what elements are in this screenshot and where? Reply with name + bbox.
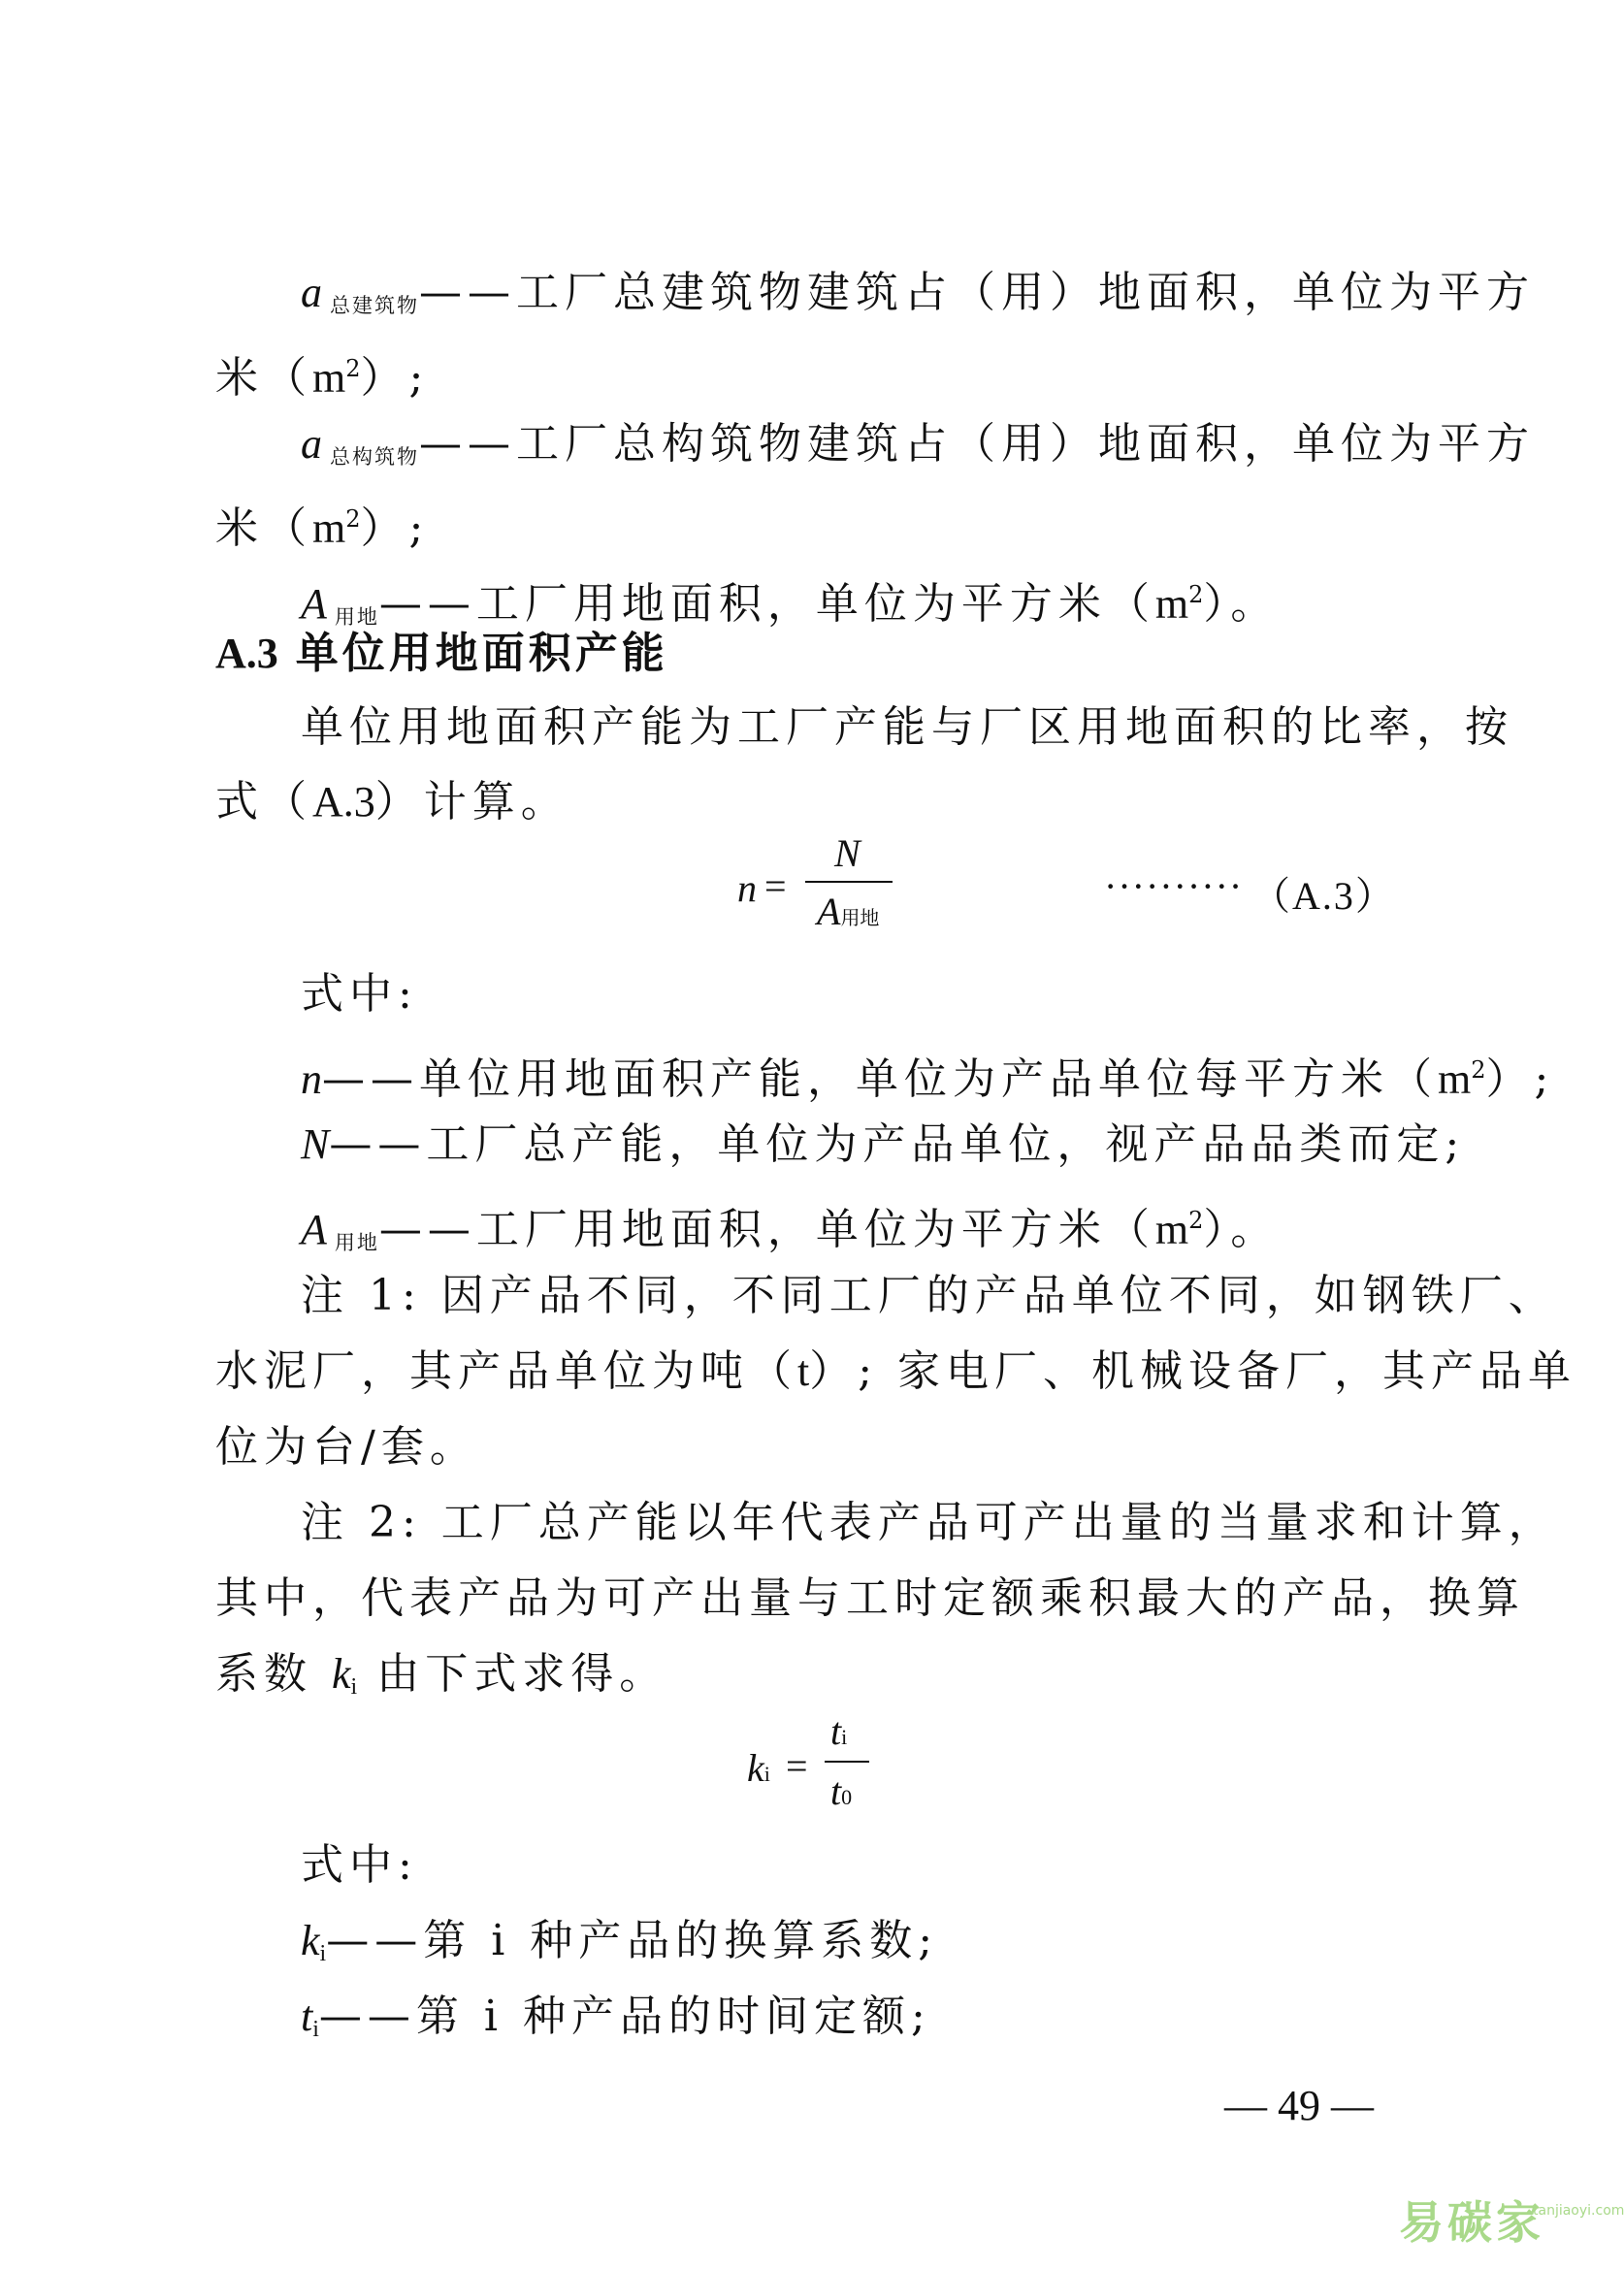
text: ）。: [1203, 579, 1280, 629]
def-t: [301, 1988, 931, 2058]
note2-line-1: 注 2: 工厂总产能以年代表产品可产出量的当量求和计算，: [301, 1498, 1557, 1547]
fraction-bar: [805, 881, 893, 883]
symbol: k: [332, 1650, 351, 1698]
superscript: 2: [345, 505, 361, 533]
section-heading: [215, 625, 668, 683]
where-label-1: 式中:: [301, 969, 418, 1019]
lhs-subscript: i: [763, 1762, 770, 1786]
def-k: [301, 1912, 938, 1983]
watermark-url: tanjiaoyi.com: [1533, 2203, 1624, 2219]
denominator-symbol: t: [830, 1769, 842, 1813]
unit: m: [1154, 580, 1189, 628]
text: ）;: [360, 353, 430, 403]
note2-line-3: [215, 1645, 667, 1716]
definition-text: ——工厂总建筑物建筑占（用）地面积，单位为平方: [419, 268, 1535, 317]
note2-line-2: 其中，代表产品为可产出量与工时定额乘积最大的产品，换算: [215, 1573, 1525, 1623]
text: ）;: [1485, 1054, 1555, 1104]
definition-text: ——单位用地面积产能，单位为产品单位每平方米（: [322, 1054, 1438, 1104]
def-a-total-building-cont: [215, 340, 429, 407]
formula-a3: [737, 831, 893, 941]
subscript: 总构筑物: [330, 445, 419, 469]
subscript: i: [319, 1941, 327, 1966]
formula-dots: ··········: [1104, 864, 1244, 908]
symbol: N: [301, 1120, 330, 1168]
def-a-total-structure-cont: [215, 490, 429, 558]
text: 米（: [215, 353, 312, 403]
subscript: 用地: [334, 1231, 379, 1254]
unit: m: [312, 504, 346, 552]
superscript: 2: [345, 355, 361, 382]
where-label-2: 式中:: [301, 1840, 418, 1890]
symbol: t: [301, 1993, 313, 2040]
def-N: [301, 1116, 1465, 1174]
fraction-bar: [825, 1761, 869, 1763]
definition-text: ——工厂用地面积，单位为平方米（: [378, 579, 1155, 629]
text: ）; 家电厂、机械设备厂，其产品单: [809, 1346, 1577, 1396]
superscript: 2: [1188, 1207, 1204, 1234]
text: ）。: [1203, 1205, 1280, 1254]
definition-text: ——工厂总构筑物建筑占（用）地面积，单位为平方: [419, 419, 1535, 469]
formula-eq: =: [764, 864, 787, 908]
subscript: 总建筑物: [330, 294, 419, 317]
denominator-symbol: A: [817, 890, 841, 933]
def-n: [301, 1041, 1554, 1109]
definition-text: ——第 i 种产品的时间定额;: [318, 1992, 931, 2041]
numerator-subscript: i: [841, 1725, 848, 1749]
text: 米（: [215, 503, 312, 553]
watermark-logo: [1399, 2188, 1624, 2252]
subscript: i: [312, 2017, 319, 2042]
text: 式（: [215, 777, 312, 827]
formula-lhs: n: [737, 866, 757, 910]
formula-k: [747, 1709, 883, 1819]
lhs-symbol: k: [747, 1746, 764, 1790]
section-number: A.3: [215, 630, 278, 677]
fraction-numerator: [830, 1708, 847, 1754]
denominator-subscript: 用地: [840, 906, 880, 929]
formula-ref: A.3: [312, 778, 375, 826]
numerator-symbol: t: [830, 1709, 842, 1753]
note1-line-3: 位为台/套。: [215, 1422, 478, 1472]
def-a-total-building: [301, 264, 1535, 335]
fraction-denominator: [830, 1768, 852, 1814]
fraction-numerator: N: [834, 831, 861, 875]
text: 系数: [215, 1649, 332, 1699]
subscript: i: [350, 1674, 358, 1700]
def-a-total-structure: [301, 415, 1535, 486]
definition-text: ——工厂用地面积，单位为平方米（: [378, 1205, 1155, 1254]
symbol: a: [301, 420, 322, 468]
equation-number: （A.3）: [1251, 874, 1396, 918]
symbol: n: [301, 1055, 322, 1103]
unit: m: [1154, 1206, 1189, 1253]
section-title: 单位用地面积产能: [295, 629, 668, 678]
symbol: k: [301, 1917, 320, 1964]
text: 水泥厂，其产品单位为吨（: [215, 1346, 797, 1396]
intro-line-1: 单位用地面积产能为工厂产能与厂区用地面积的比率，按: [301, 702, 1513, 752]
symbol: A: [301, 1206, 327, 1253]
unit: t: [797, 1347, 810, 1395]
page-number: — 49 —: [1224, 2082, 1374, 2129]
unit: m: [1438, 1055, 1472, 1103]
definition-text: ——第 i 种产品的换算系数;: [326, 1916, 939, 1965]
def-A-land: [301, 1191, 1279, 1272]
superscript: 2: [1188, 581, 1204, 608]
watermark-text: 易碳家: [1399, 2196, 1544, 2249]
denominator-subscript: 0: [841, 1785, 853, 1809]
text: ）;: [360, 503, 430, 553]
text: ）计算。: [374, 777, 569, 827]
symbol: A: [301, 580, 327, 628]
text: 由下式求得。: [357, 1649, 668, 1699]
symbol: a: [301, 269, 322, 316]
note1-line-2: [215, 1343, 1576, 1401]
subscript: 用地: [334, 605, 379, 629]
fraction-denominator: [817, 889, 879, 934]
note1-line-1: 注 1: 因产品不同，不同工厂的产品单位不同，如钢铁厂、: [301, 1271, 1557, 1320]
formula-eq: =: [786, 1744, 808, 1788]
unit: m: [312, 354, 346, 402]
formula-lhs: [747, 1745, 770, 1791]
intro-line-2: [215, 773, 569, 831]
definition-text: ——工厂总产能，单位为产品单位，视产品品类而定;: [329, 1119, 1466, 1169]
superscript: 2: [1471, 1056, 1486, 1084]
